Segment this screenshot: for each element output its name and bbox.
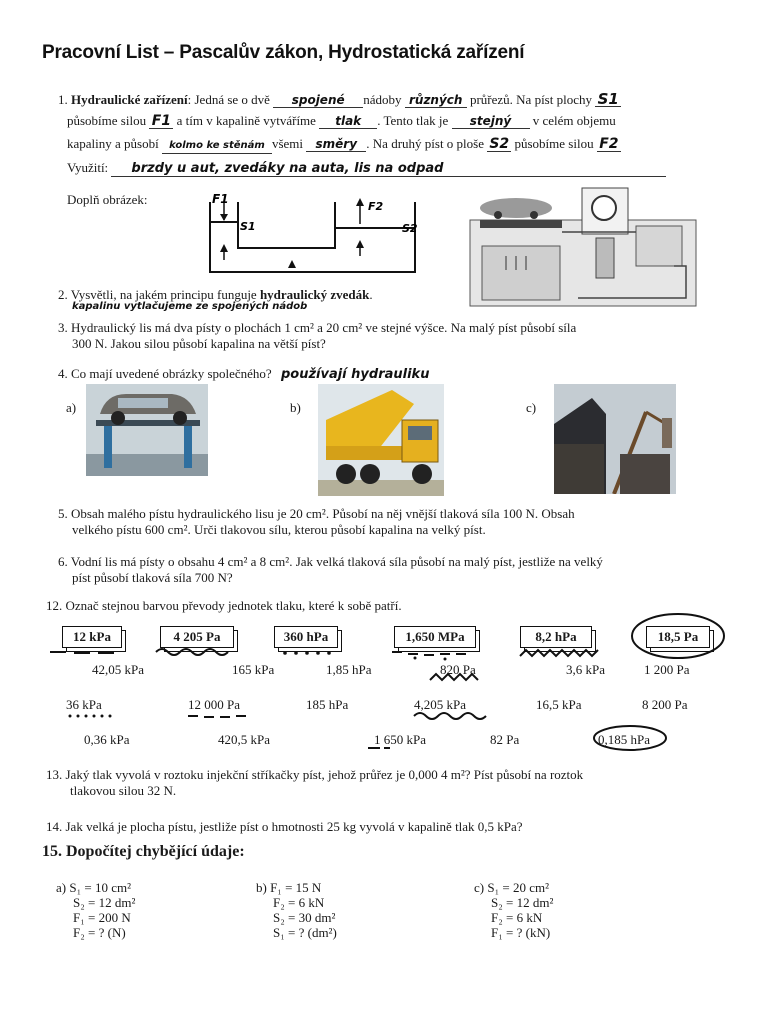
equation: F₁ = ? (kN): [491, 925, 551, 940]
equation: b) F₁ = 15 N: [256, 880, 322, 895]
pressure-arrow: [356, 240, 364, 248]
equation: c) S₁ = 20 cm²: [474, 880, 549, 895]
text: : Jedná se o dvě: [187, 92, 270, 107]
text: Co mají uvedené obrázky společného?: [71, 366, 272, 381]
text: působíme silou: [514, 136, 594, 151]
text-bold: hydraulický zvedák: [259, 287, 370, 302]
pressure-arrow: [220, 244, 228, 252]
text: působíme silou: [67, 113, 147, 128]
car-icon: [480, 198, 552, 218]
text: průřezů. Na píst plochy: [469, 92, 592, 107]
equation: S₂ = 12 dm²: [73, 895, 136, 910]
question-1-label: Hydraulické zařízení: [71, 92, 188, 107]
unit-value: 12 000 Pa: [188, 697, 240, 712]
car-lift-schematic: [468, 186, 700, 308]
dump-truck-photo: [318, 384, 444, 496]
text: . Tento tlak je: [377, 113, 449, 128]
unit-value: 1 200 Pa: [644, 662, 690, 677]
vessel-outline: [210, 202, 415, 272]
unit-value: 16,5 kPa: [536, 697, 582, 712]
text: všemi: [271, 136, 304, 151]
exercise-c: [474, 880, 553, 940]
answer-blank: S2: [487, 137, 511, 152]
image-label-c: c): [526, 400, 537, 415]
answer-blank: F2: [597, 137, 621, 152]
exercise-b: [256, 880, 337, 940]
image-label-b: b): [290, 400, 301, 415]
question-number: 3.: [58, 320, 68, 335]
question-number: 14.: [46, 819, 63, 834]
unit-value: 1 650 kPa: [374, 732, 426, 747]
answer-blank: F1: [149, 114, 173, 129]
text: Vodní lis má písty o obsahu 4 cm² a 8 cm². Jak velká tlaková síla působí na malý píst, jestliže na velký: [70, 554, 603, 569]
question-5-line-2: velkého pístu 600 cm². Urči tlakovou sílu, kterou působí kapalina na velký píst.: [72, 522, 486, 537]
unit-value: 0,36 kPa: [84, 732, 130, 747]
crane-photo: [554, 384, 676, 494]
hydraulic-vessel-diagram: [200, 190, 425, 280]
label-f1: F1: [212, 192, 229, 206]
label-s2: S2: [402, 222, 418, 235]
question-number: 13.: [46, 767, 63, 782]
question-number: 6.: [58, 554, 68, 569]
equation: S₂ = 12 dm²: [491, 895, 554, 910]
image-label-a: a): [66, 400, 77, 415]
question-1-line-2: [67, 111, 707, 130]
equation: S₁ = ? (dm²): [273, 925, 337, 940]
question-2-answer: kapalinu vytlačujeme ze spojených nádob: [72, 301, 308, 312]
equation: F₂ = 6 kN: [491, 910, 543, 925]
text: Jak velká je plocha pístu, jestliže píst o hmotnosti 25 kg vyvolá v kapalině tlak 0,5 kPa?: [65, 819, 523, 834]
car-lift-photo: [86, 384, 208, 476]
label-s1: S1: [240, 220, 256, 233]
question-1-use-line: [67, 158, 687, 177]
text: . Na druhý píst o ploše: [366, 136, 484, 151]
unit-value: 36 kPa: [66, 697, 102, 712]
text: :: [239, 843, 245, 860]
question-1-line-1: [58, 90, 698, 109]
text: Dopočítej chybějící údaje: [66, 843, 240, 860]
answer-blank: kolmo ke stěnám: [162, 139, 272, 154]
use-label: Využití:: [67, 160, 109, 175]
equation: F₂ = 6 kN: [273, 895, 325, 910]
answer-blank: S1: [595, 92, 621, 107]
unit-box: 1,650 MPa: [394, 626, 476, 648]
question-4-answer: používají hydrauliku: [280, 367, 430, 382]
unit-value: 0,185 hPa: [598, 732, 650, 747]
figure-label: Doplň obrázek:: [67, 192, 148, 207]
use-answer: brzdy u aut, zvedáky na auta, lis na odpad: [111, 162, 666, 177]
worksheet-title: Pracovní List – Pascalův zákon, Hydrostatická zařízení: [42, 42, 525, 63]
question-number: 15.: [42, 843, 62, 860]
unit-box: 18,5 Pa: [646, 626, 710, 648]
unit-value: 4,205 kPa: [414, 697, 466, 712]
answer-blank: stejný: [452, 114, 530, 129]
unit-value: 3,6 kPa: [566, 662, 605, 677]
unit-box: 360 hPa: [274, 626, 338, 648]
text: a tím v kapalině vytváříme: [176, 113, 316, 128]
unit-value: 820 Pa: [440, 662, 476, 677]
question-14: [46, 817, 523, 836]
answer-blank: různých: [405, 93, 467, 108]
answer-blank: spojené: [273, 93, 363, 108]
text: Hydraulický lis má dva písty o plochách 1 cm² a 20 cm² ve stejné výšce. Na malý píst působí síla: [71, 320, 577, 335]
text: nádoby: [363, 92, 402, 107]
label-f2: F2: [368, 200, 384, 213]
question-1-line-3: [67, 134, 707, 154]
question-13-line-2: tlakovou silou 32 N.: [70, 783, 177, 798]
unit-box: 12 kPa: [62, 626, 122, 648]
text: v celém objemu: [532, 113, 616, 128]
unit-value: 8 200 Pa: [642, 697, 688, 712]
unit-value: 42,05 kPa: [92, 662, 144, 677]
text: kapaliny a působí: [67, 136, 159, 151]
question-number: 4.: [58, 366, 68, 381]
equation: S₂ = 30 dm²: [273, 910, 336, 925]
question-4: [58, 364, 429, 384]
question-number: 5.: [58, 506, 68, 521]
question-number: 2.: [58, 287, 68, 302]
unit-value: 1,85 hPa: [326, 662, 372, 677]
exercise-a: [56, 880, 135, 940]
question-15-heading: [42, 843, 245, 861]
text: Obsah malého pístu hydraulického lisu je 20 cm². Působí na něj vnější tlaková síla 100 N. Obsah: [71, 506, 575, 521]
arrow-f2-head: [356, 198, 364, 206]
unit-box: 4 205 Pa: [160, 626, 234, 648]
question-number: 1.: [58, 92, 68, 107]
equation: F₂ = ? (N): [73, 925, 126, 940]
arrow-f1-head: [220, 214, 228, 221]
text: Vysvětli, na jakém principu funguje: [70, 287, 257, 302]
equation: a) S₁ = 10 cm²: [56, 880, 131, 895]
unit-value: 82 Pa: [490, 732, 520, 747]
pressure-arrow: [288, 260, 296, 268]
answer-blank: tlak: [319, 114, 377, 129]
text: Označ stejnou barvou převody jednotek tlaku, které k sobě patří.: [65, 598, 402, 613]
unit-value: 420,5 kPa: [218, 732, 270, 747]
circle-mark: [632, 614, 724, 658]
question-6-line-2: píst působí tlaková síla 700 N?: [72, 570, 233, 585]
unit-box: 8,2 hPa: [520, 626, 592, 648]
text: .: [369, 287, 373, 302]
equation: F₁ = 200 N: [73, 910, 131, 925]
answer-blank: směry: [306, 137, 366, 152]
text: Jaký tlak vyvolá v roztoku injekční stříkačky píst, jehož průřez je 0,000 4 m²? Píst působí na roztok: [65, 767, 584, 782]
unit-value: 185 hPa: [306, 697, 349, 712]
unit-value: 165 kPa: [232, 662, 275, 677]
question-3-line-2: 300 N. Jakou silou působí kapalina na větší píst?: [72, 336, 326, 351]
question-number: 12.: [46, 598, 63, 613]
